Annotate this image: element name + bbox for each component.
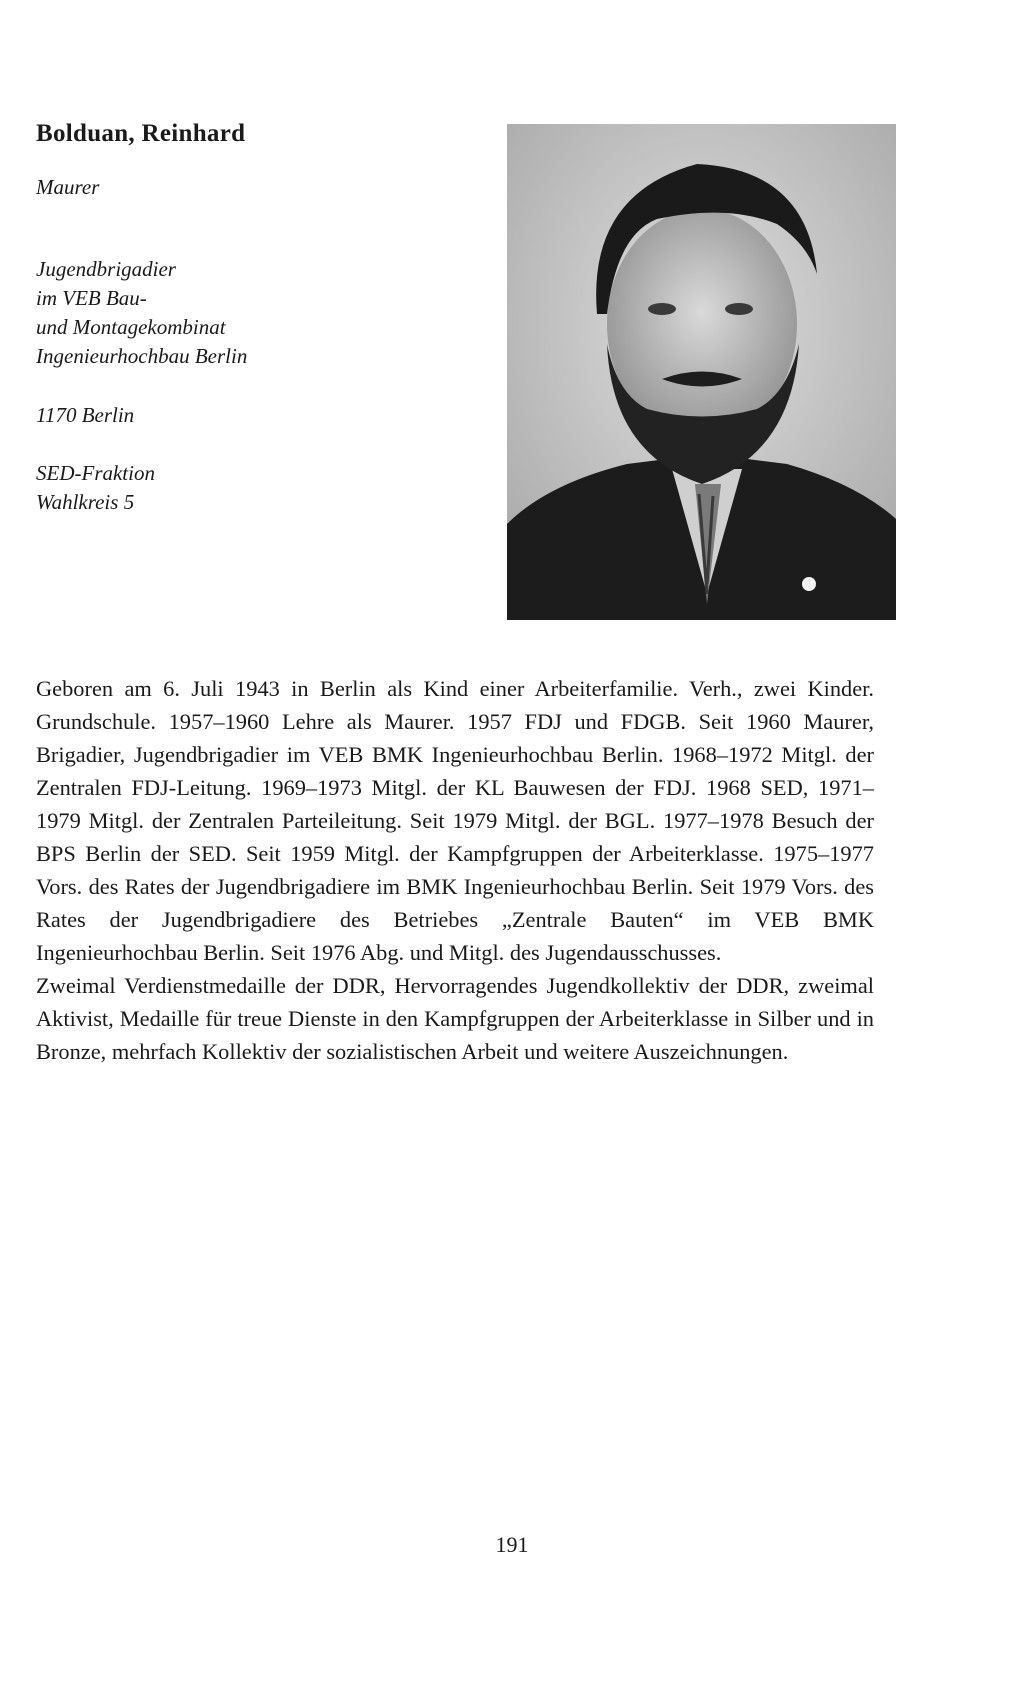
page-number: 191	[495, 1532, 529, 1557]
portrait-photo-icon	[507, 124, 896, 620]
fraction-text: SED-Fraktion	[36, 461, 155, 485]
position-line: Jugendbrigadier	[36, 257, 176, 281]
portrait-photo	[507, 124, 896, 620]
constituency-text: Wahlkreis 5	[36, 490, 135, 514]
biography-paragraph: Geboren am 6. Juli 1943 in Berlin als Kind einer Arbeiterfamilie. Verh., zwei Kinder. Grundschule. 1957–1960 Lehre als Maurer. 1957 FDJ und FDGB. Seit 1960 Maurer, Brigadier, Jugendbrigadier im VEB BMK Ingenieurhochbau Berlin. 1968–1972 Mitgl. der Zentralen FDJ-Leitung. 1969–1973 Mitgl. der KL Bauwesen der FDJ. 1968 SED, 1971–1979 Mitgl. der Zentralen Parteileitung. Seit 1979 Mitgl. der BGL. 1977–1978 Besuch der BPS Berlin der SED. Seit 1959 Mitgl. der Kampfgruppen der Arbeiterklasse. 1975–1977 Vors. des Rates der Jugendbrigadiere im BMK Ingenieurhochbau Berlin. Seit 1979 Vors. des Rates der Jugendbrigadiere des Betriebes „Zentrale Bauten“ im VEB BMK Ingenieurhochbau Berlin. Seit 1976 Abg. und Mitgl. des Jugendausschusses.	[36, 676, 874, 965]
biography-paragraph: Zweimal Verdienstmedaille der DDR, Hervorragendes Jugendkollektiv der DDR, zweimal Aktivist, Medaille für treue Dienste in den Kampfgruppen der Arbeiterklasse in Silber und in Bronze, mehrfach Kollektiv der sozialistischen Arbeit und weitere Auszeichnungen.	[36, 973, 874, 1064]
position-line: und Montagekombinat	[36, 315, 226, 339]
profession	[36, 173, 99, 202]
fraction-block	[36, 459, 155, 517]
position-line: im VEB Bau-	[36, 286, 147, 310]
position-block	[36, 255, 247, 371]
biography	[36, 672, 874, 1068]
position-line: Ingenieurhochbau Berlin	[36, 344, 248, 368]
profession-text: Maurer	[36, 175, 100, 199]
address-text: 1170 Berlin	[36, 403, 135, 427]
person-name: Bolduan, Reinhard	[36, 120, 246, 147]
address	[36, 401, 134, 430]
